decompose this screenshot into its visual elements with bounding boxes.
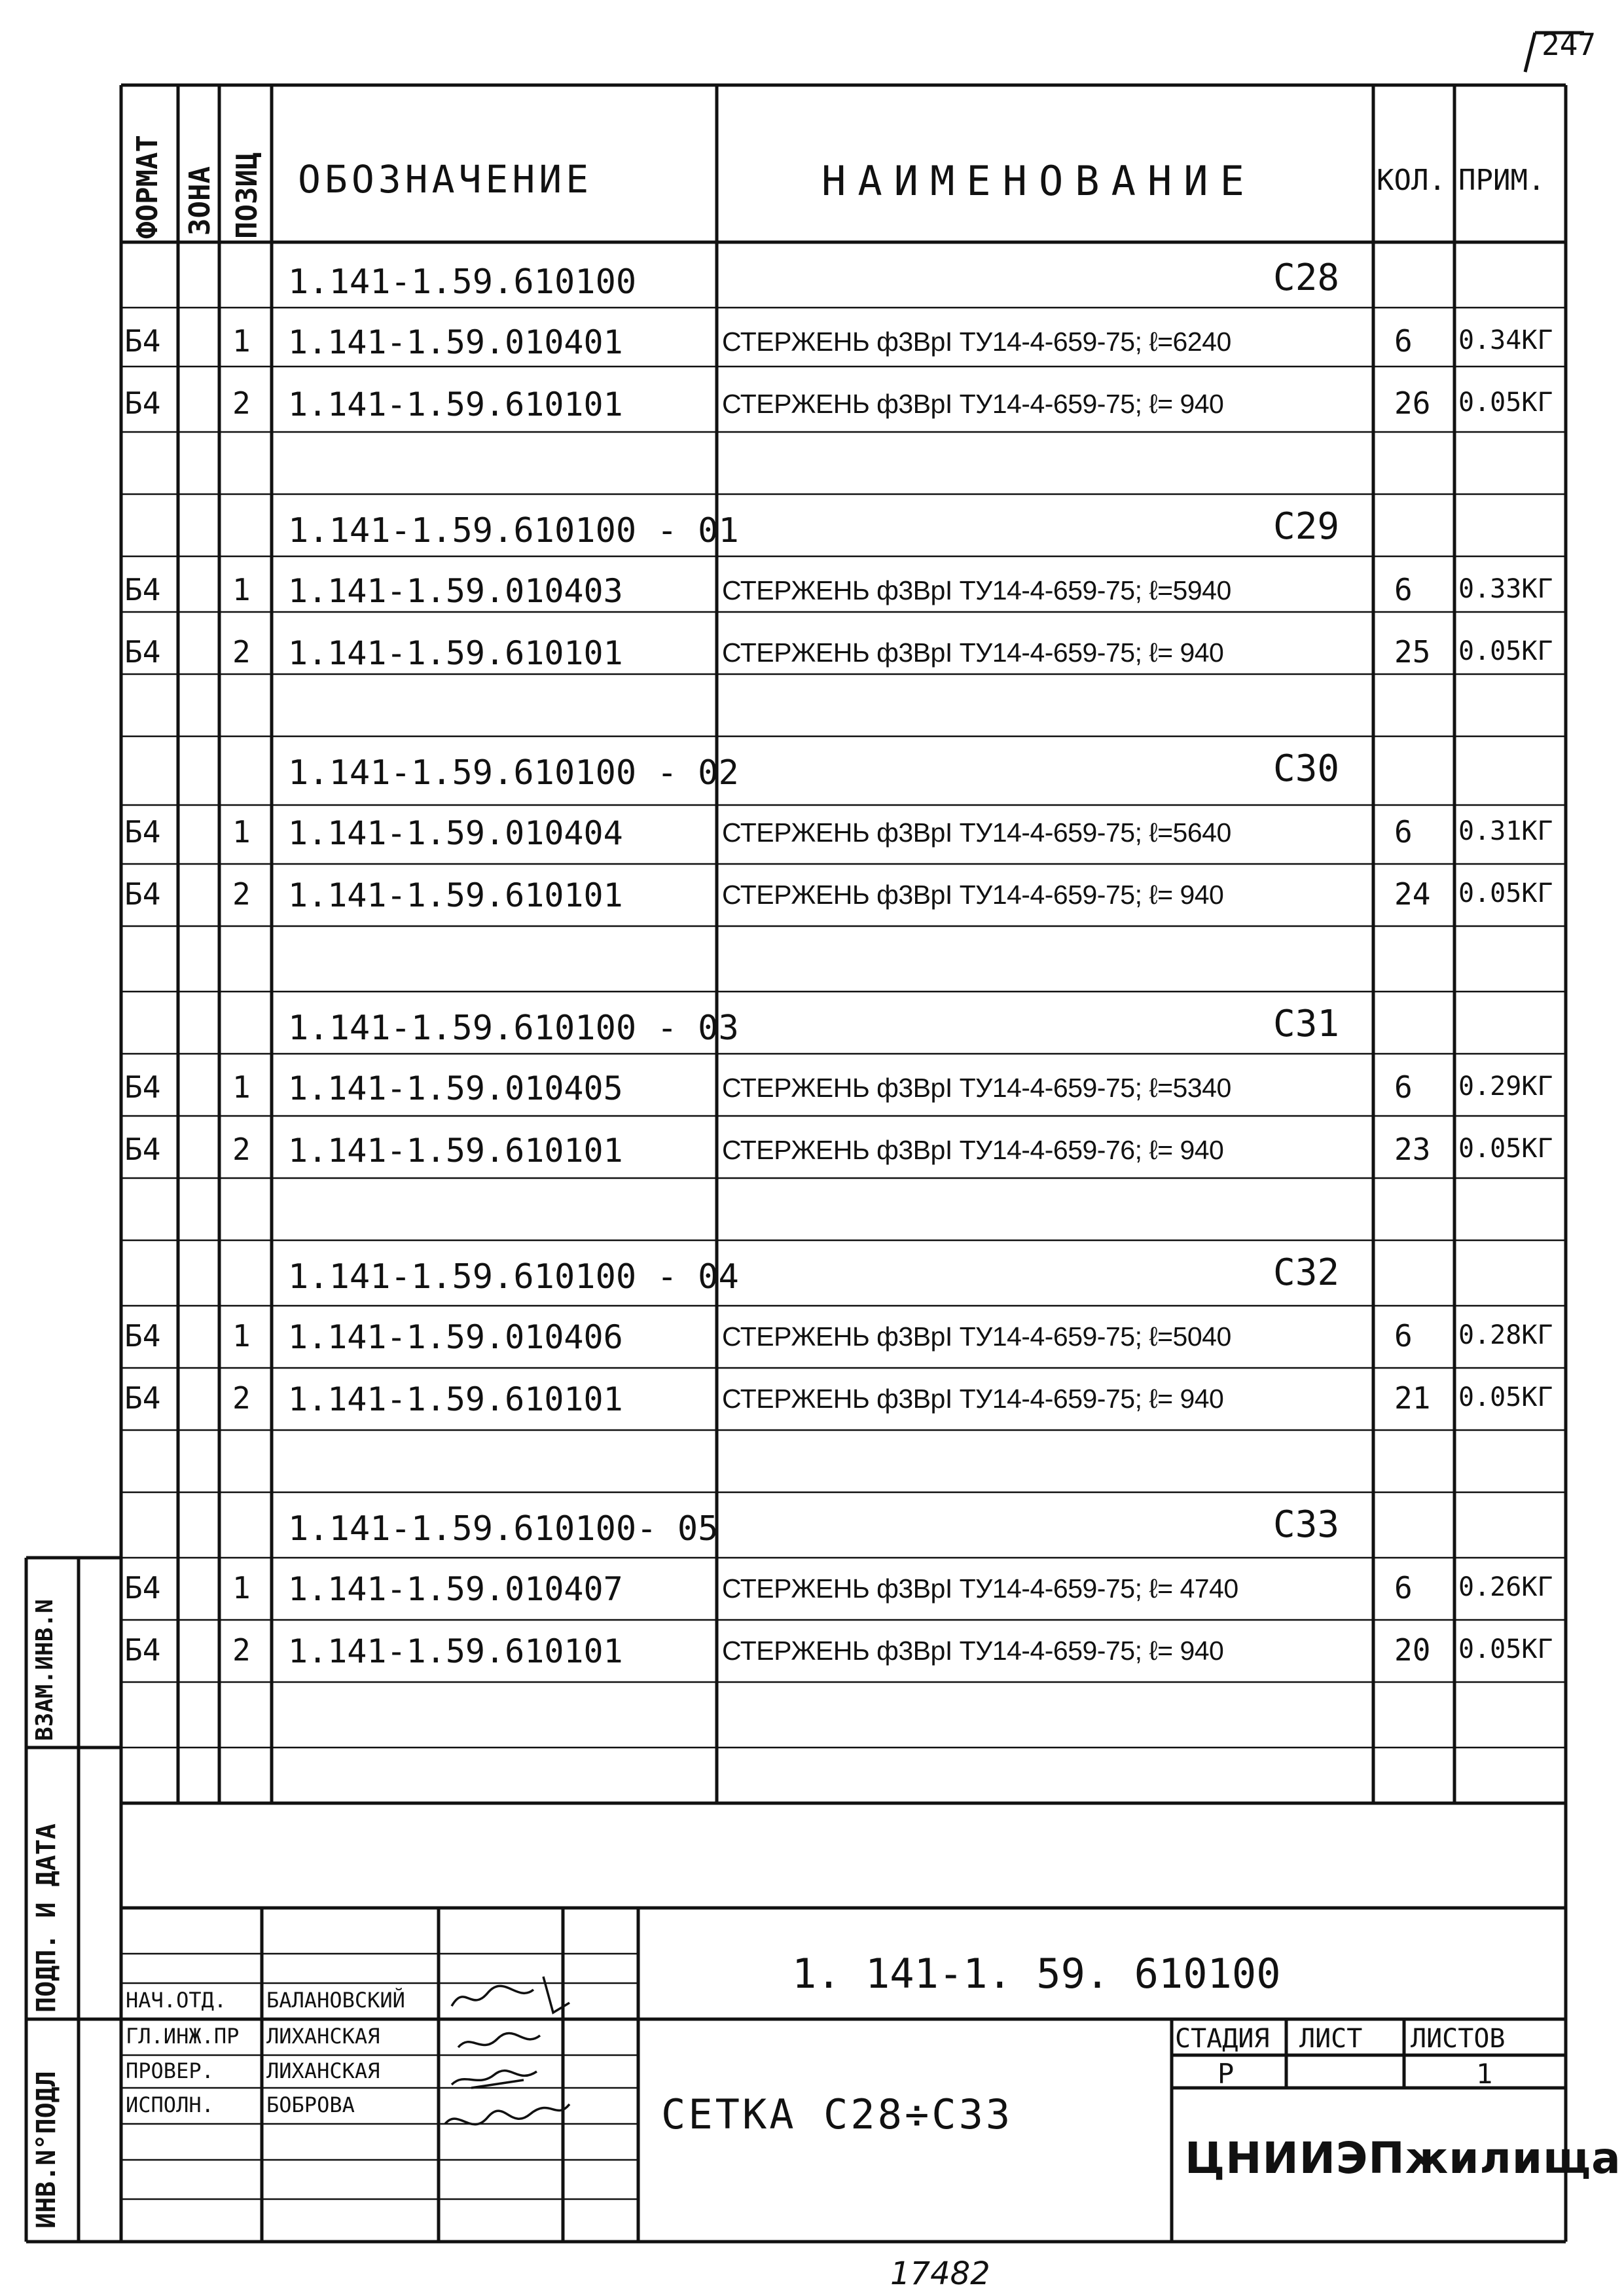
row-format: Б4 xyxy=(124,814,161,850)
row-qty: 6 xyxy=(1394,1318,1413,1354)
row-designation: 1.141-1.59.610101 xyxy=(288,634,623,672)
row-format: Б4 xyxy=(124,386,161,421)
row-qty: 6 xyxy=(1394,814,1413,850)
row-name: СТЕРЖЕНЬ ф3ВрI ТУ14-4-659-75; ℓ= 940 xyxy=(722,880,1224,910)
row-position: 2 xyxy=(232,1380,251,1416)
approver-name: ЛИХАНСКАЯ xyxy=(266,2024,380,2049)
row-qty: 20 xyxy=(1394,1632,1431,1668)
row-designation: 1.141-1.59.010407 xyxy=(288,1570,623,1608)
row-name: СТЕРЖЕНЬ ф3ВрI ТУ14-4-659-75; ℓ= 940 xyxy=(722,1636,1224,1666)
stage-label: СТАДИЯ xyxy=(1175,2024,1270,2054)
row-position: 1 xyxy=(232,1318,251,1354)
row-name: СТЕРЖЕНЬ ф3ВрI ТУ14-4-659-75; ℓ= 940 xyxy=(722,637,1224,668)
row-designation: 1.141-1.59.610101 xyxy=(288,1632,623,1670)
row-position: 2 xyxy=(232,1132,251,1167)
group-designation: 1.141-1.59.610100 - 01 xyxy=(288,511,739,550)
header-position: ПОЗИЦ xyxy=(230,152,264,239)
approver-name: БОБРОВА xyxy=(266,2092,355,2117)
sheets-label: ЛИСТОВ xyxy=(1411,2024,1506,2054)
row-name: СТЕРЖЕНЬ ф3ВрI ТУ14-4-659-75; ℓ= 4740 xyxy=(722,1573,1238,1604)
header-format: ФОРМАТ xyxy=(131,135,164,239)
row-position: 1 xyxy=(232,814,251,850)
doc-code: 1. 141-1. 59. 610100 xyxy=(792,1950,1281,1998)
row-position: 1 xyxy=(232,572,251,607)
signatures xyxy=(445,1977,569,2125)
row-designation: 1.141-1.59.010405 xyxy=(288,1069,623,1107)
row-position: 2 xyxy=(232,634,251,670)
row-qty: 6 xyxy=(1394,323,1413,359)
row-position: 2 xyxy=(232,876,251,912)
page-number: 247 xyxy=(1542,27,1597,62)
row-format: Б4 xyxy=(124,1380,161,1416)
approver-role: ИСПОЛН. xyxy=(126,2092,214,2117)
archive-number: 17482 xyxy=(890,2255,990,2292)
organization: ЦНИИЭПжилища xyxy=(1185,2133,1621,2183)
group-designation: 1.141-1.59.610100- 05 xyxy=(288,1509,719,1549)
approver-name: БАЛАНОВСКИЙ xyxy=(266,1988,405,2013)
row-note: 0.05КГ xyxy=(1458,1634,1553,1664)
row-format: Б4 xyxy=(124,323,161,359)
row-name: СТЕРЖЕНЬ ф3ВрI ТУ14-4-659-75; ℓ=5340 xyxy=(722,1073,1231,1103)
group-designation: 1.141-1.59.610100 - 03 xyxy=(288,1009,739,1048)
row-designation: 1.141-1.59.010403 xyxy=(288,572,623,610)
row-qty: 6 xyxy=(1394,1570,1413,1605)
row-designation: 1.141-1.59.610101 xyxy=(288,386,623,423)
group-designation: 1.141-1.59.610100 - 04 xyxy=(288,1257,739,1297)
sheets-value: 1 xyxy=(1476,2058,1493,2090)
group-mark: С31 xyxy=(1273,1003,1340,1045)
row-qty: 6 xyxy=(1394,572,1413,607)
group-mark: С30 xyxy=(1273,747,1340,790)
drawing-title: СЕТКА С28÷С33 xyxy=(661,2090,1013,2138)
row-qty: 23 xyxy=(1394,1132,1431,1167)
row-name: СТЕРЖЕНЬ ф3ВрI ТУ14-4-659-75; ℓ= 940 xyxy=(722,389,1224,419)
group-mark: С33 xyxy=(1273,1503,1340,1546)
row-format: Б4 xyxy=(124,1570,161,1605)
row-designation: 1.141-1.59.010404 xyxy=(288,814,623,852)
row-designation: 1.141-1.59.610101 xyxy=(288,1380,623,1418)
row-format: Б4 xyxy=(124,1069,161,1105)
row-format: Б4 xyxy=(124,1318,161,1354)
sheet-label: ЛИСТ xyxy=(1299,2024,1363,2054)
stamp-replace-inv: ВЗАМ.ИНВ.N xyxy=(31,1599,58,1741)
row-name: СТЕРЖЕНЬ ф3ВрI ТУ14-4-659-75; ℓ=6240 xyxy=(722,327,1231,357)
row-name: СТЕРЖЕНЬ ф3ВрI ТУ14-4-659-76; ℓ= 940 xyxy=(722,1135,1224,1165)
row-designation: 1.141-1.59.610101 xyxy=(288,1132,623,1170)
group-designation: 1.141-1.59.610100 xyxy=(288,262,637,302)
row-qty: 24 xyxy=(1394,876,1431,912)
row-note: 0.29КГ xyxy=(1458,1071,1553,1102)
row-qty: 25 xyxy=(1394,634,1431,670)
header-note: ПРИМ. xyxy=(1458,164,1545,197)
header-designation: ОБОЗНАЧЕНИЕ xyxy=(298,157,593,202)
row-format: Б4 xyxy=(124,1132,161,1167)
row-qty: 21 xyxy=(1394,1380,1431,1416)
row-name: СТЕРЖЕНЬ ф3ВрI ТУ14-4-659-75; ℓ=5940 xyxy=(722,575,1231,605)
row-format: Б4 xyxy=(124,634,161,670)
row-note: 0.05КГ xyxy=(1458,636,1553,666)
group-mark: С29 xyxy=(1273,505,1340,548)
approver-role: ПРОВЕР. xyxy=(126,2058,214,2083)
header-name: НАИМЕНОВАНИЕ xyxy=(821,157,1256,205)
row-format: Б4 xyxy=(124,1632,161,1668)
row-designation: 1.141-1.59.010401 xyxy=(288,323,623,361)
row-position: 1 xyxy=(232,1069,251,1105)
group-designation: 1.141-1.59.610100 - 02 xyxy=(288,753,739,793)
row-designation: 1.141-1.59.010406 xyxy=(288,1318,623,1356)
row-position: 2 xyxy=(232,386,251,421)
row-name: СТЕРЖЕНЬ ф3ВрI ТУ14-4-659-75; ℓ=5640 xyxy=(722,817,1231,848)
stamp-inv-original: ИНВ.N°ПОДЛ xyxy=(31,2071,62,2229)
row-note: 0.05КГ xyxy=(1458,1382,1553,1412)
row-note: 0.34КГ xyxy=(1458,325,1553,355)
row-note: 0.33КГ xyxy=(1458,574,1553,604)
approver-role: ГЛ.ИНЖ.ПР xyxy=(126,2024,240,2049)
group-mark: С32 xyxy=(1273,1251,1340,1294)
row-qty: 26 xyxy=(1394,386,1431,421)
row-note: 0.05КГ xyxy=(1458,1134,1553,1164)
row-note: 0.05КГ xyxy=(1458,387,1553,418)
stage-value: Р xyxy=(1218,2058,1235,2090)
approver-name: ЛИХАНСКАЯ xyxy=(266,2058,380,2083)
row-format: Б4 xyxy=(124,876,161,912)
row-note: 0.05КГ xyxy=(1458,878,1553,908)
approver-role: НАЧ.ОТД. xyxy=(126,1988,227,2013)
group-mark: С28 xyxy=(1273,257,1340,299)
row-qty: 6 xyxy=(1394,1069,1413,1105)
row-designation: 1.141-1.59.610101 xyxy=(288,876,623,914)
stamp-sign-date: ПОДП. И ДАТА xyxy=(31,1823,62,2013)
row-position: 2 xyxy=(232,1632,251,1668)
header-zone: ЗОНА xyxy=(183,166,217,236)
header-qty: КОЛ. xyxy=(1377,164,1446,197)
row-note: 0.31КГ xyxy=(1458,816,1553,846)
row-position: 1 xyxy=(232,1570,251,1605)
row-position: 1 xyxy=(232,323,251,359)
row-name: СТЕРЖЕНЬ ф3ВрI ТУ14-4-659-75; ℓ= 940 xyxy=(722,1384,1224,1414)
row-note: 0.26КГ xyxy=(1458,1572,1553,1602)
row-format: Б4 xyxy=(124,572,161,607)
row-note: 0.28КГ xyxy=(1458,1320,1553,1350)
row-name: СТЕРЖЕНЬ ф3ВрI ТУ14-4-659-75; ℓ=5040 xyxy=(722,1321,1231,1352)
